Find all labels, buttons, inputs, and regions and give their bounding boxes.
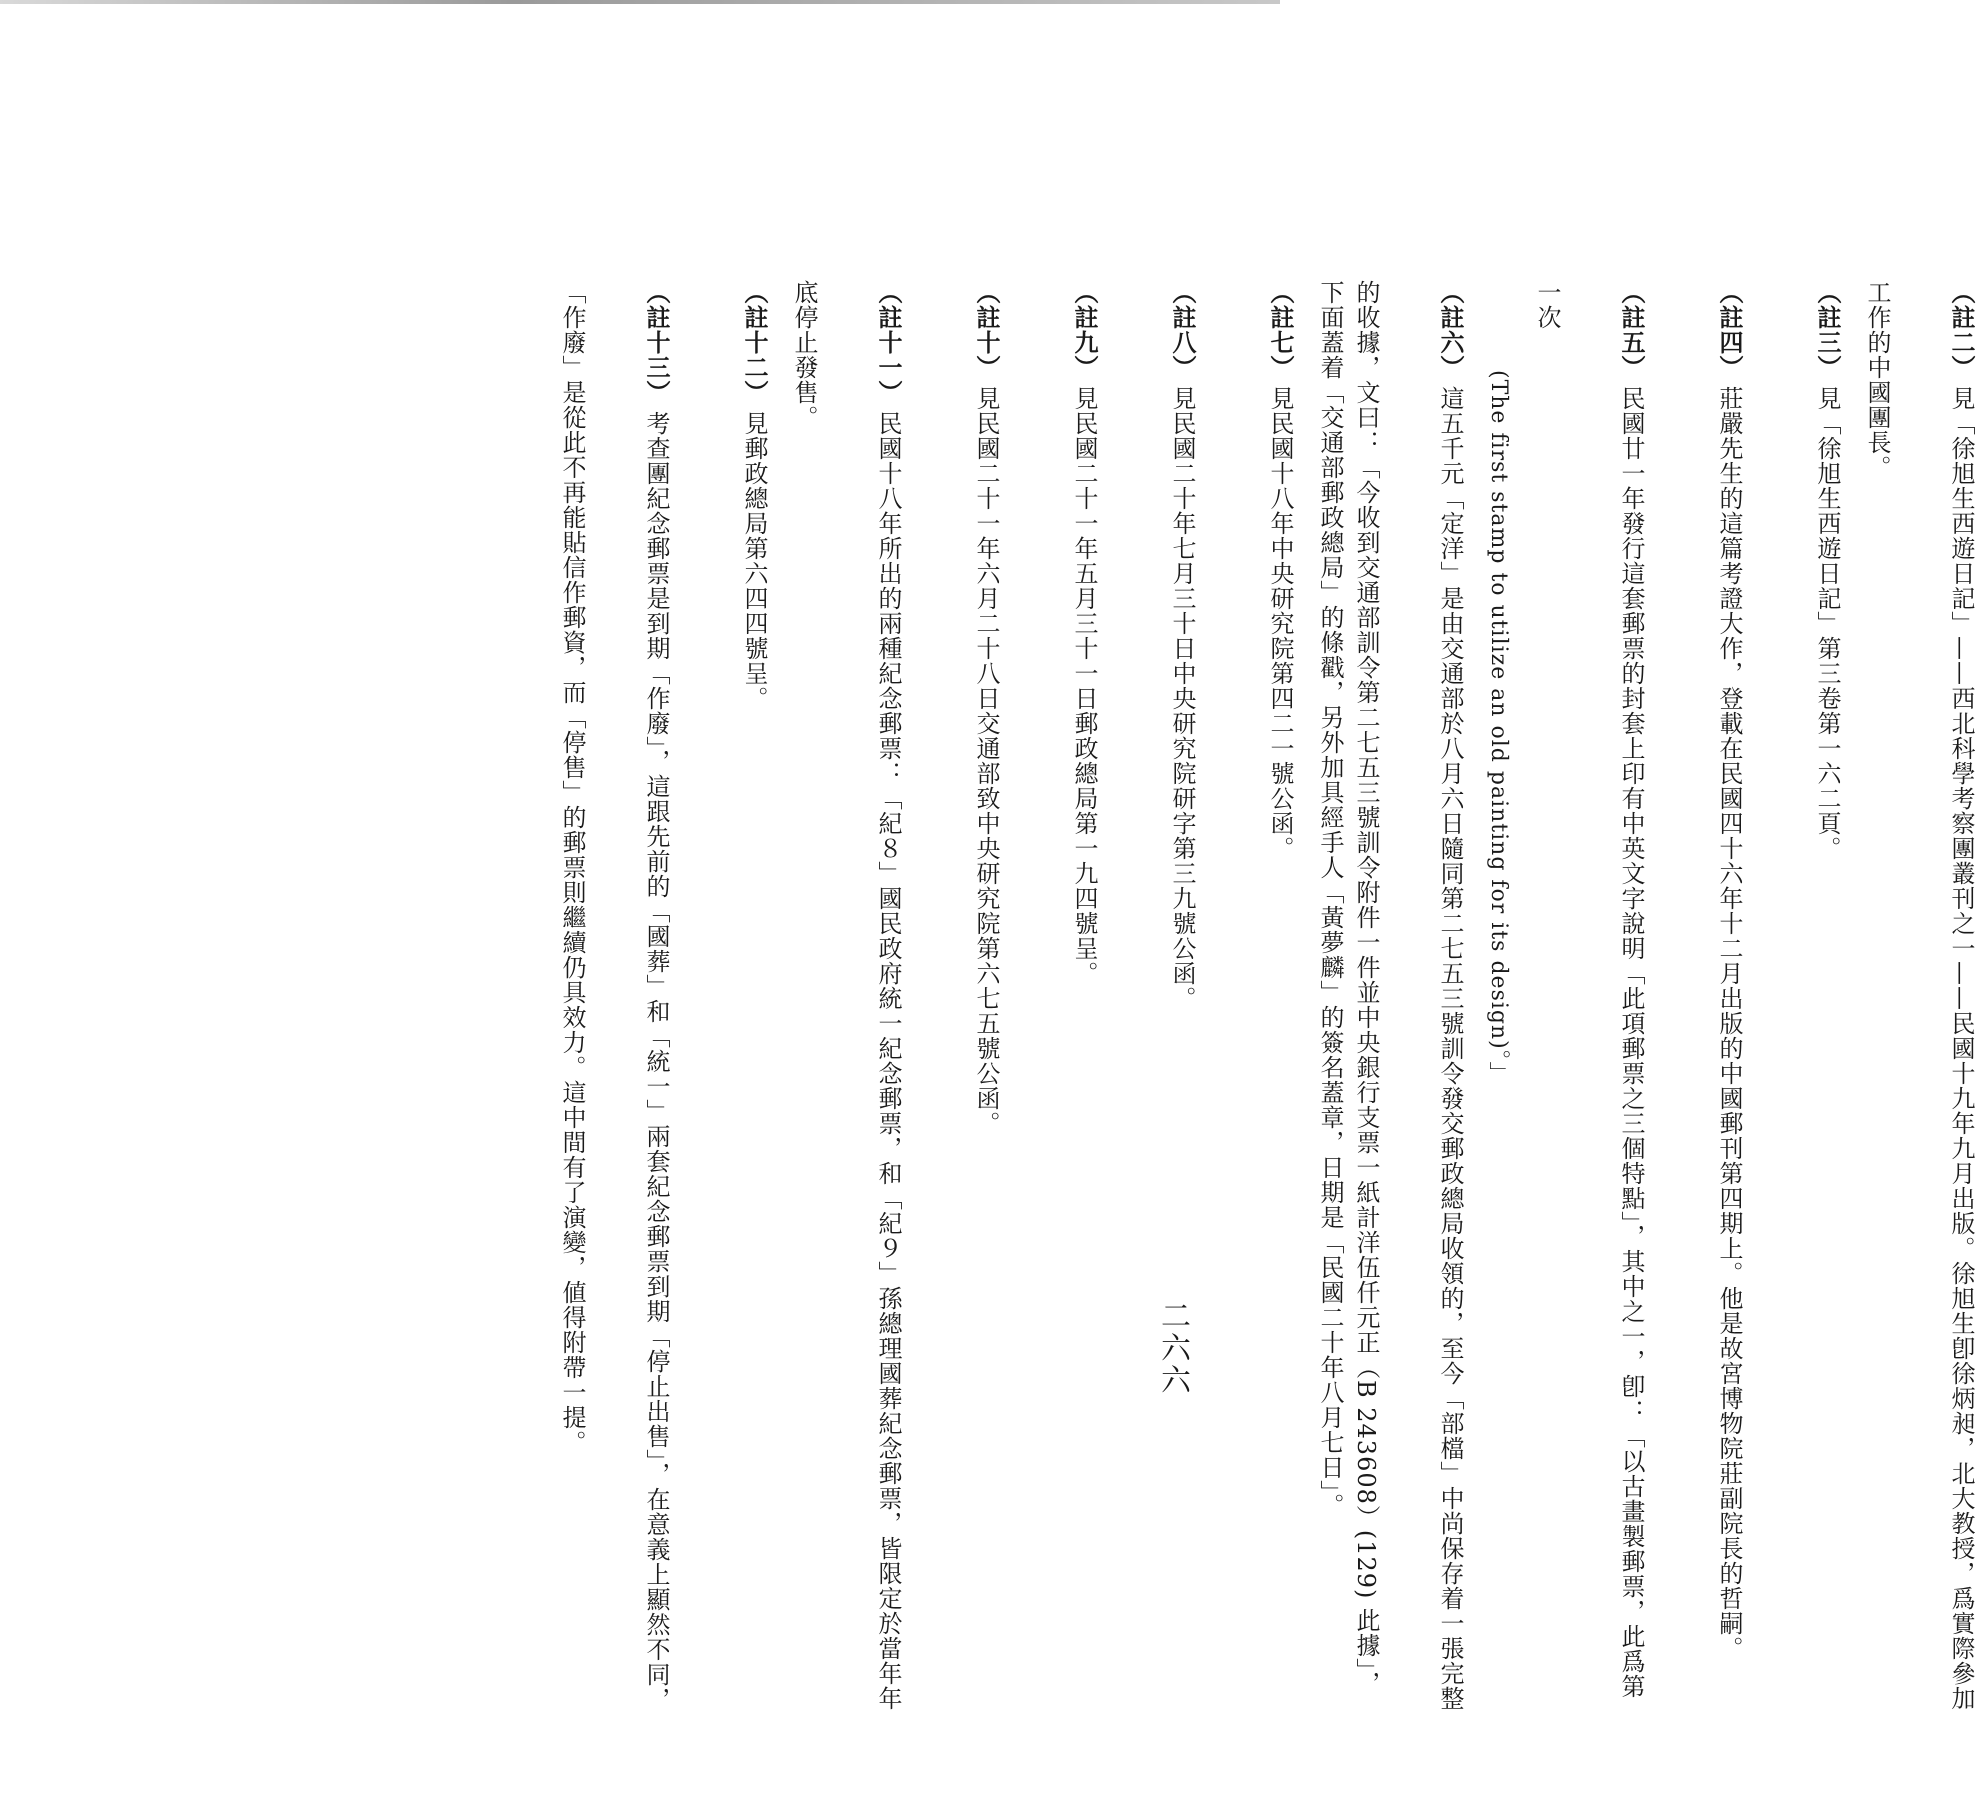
- footnote-text: 民國十八年所出的兩種紀念郵票：「紀８」國民政府統一紀念郵票，和「紀９」孫總理國葬紀念郵票，皆限定於當年年底停止發售。: [790, 280, 902, 1711]
- footnote-text: 莊嚴先生的這篇考證大作，登載在民國四十六年十二月出版的中國郵刊第四期上。他是故宮博物院莊副院長的哲嗣。: [1715, 386, 1743, 1661]
- footnote-5: [1529, 280, 1649, 1720]
- footnote-label: （註六）: [1436, 280, 1465, 380]
- footnote-label: （註十）: [972, 280, 1001, 380]
- footnote-6: [1312, 280, 1468, 1720]
- footnote-10: [920, 280, 1004, 1720]
- footnote-label: （註八）: [1168, 280, 1197, 380]
- footnote-9: [1018, 280, 1102, 1720]
- footnote-text: 見民國二十一年六月二十八日交通部致中央研究院第六七五號公函。: [972, 386, 1000, 1136]
- footnote-label: （註十三）: [642, 280, 671, 405]
- footnote-label: （註三）: [1813, 280, 1842, 380]
- footnote-3: [1761, 280, 1845, 1720]
- footnote-label: （註十一）: [874, 280, 903, 405]
- footnote-11: [786, 280, 906, 1720]
- footnote-text: 考查團紀念郵票是到期「作廢」，這跟先前的「國葬」和「統一」兩套紀念郵票到期「停止出售」，在意義上顯然不同，「作廢」是從此不再能貼信作郵資，而「停售」的郵票則繼續仍具效力。這中間有了演變，値得附帶一提。: [558, 280, 670, 1712]
- footnotes-column-block: [540, 280, 1979, 1720]
- footnote-13: [554, 280, 674, 1720]
- footnote-7: [1214, 280, 1298, 1720]
- footnote-label: （註九）: [1070, 280, 1099, 380]
- footnote-text: 見「徐旭生西遊日記」——西北科學考察團叢刊之一——民國十九年九月出版。徐旭生卽徐炳昶，北大教授，爲實際參加工作的中國團長。: [1863, 280, 1975, 1711]
- footnote-12: [688, 280, 772, 1720]
- footnote-label: （註五）: [1617, 280, 1646, 380]
- footnote-text: 這五千元「定洋」是由交通部於八月六日隨同第二七五三號訓令發交郵政總局收領的，至今「部檔」中尚保存着一張完整的收據，文曰：「今收到交通部訓令第二七五三號訓令附件一件並中央銀行支票一紙計洋伍仟元正（B 243608）(129) 此據」，下面蓋着「交通部郵政總局」的條戳，另外加具經手人「黃夢麟」的簽名蓋章，日期是「民國二十年八月七日」。: [1316, 280, 1464, 1711]
- footnote-text: 見民國二十一年五月三十一日郵政總局第一九四號呈。: [1070, 386, 1098, 986]
- footnote-text: 見郵政總局第六四四號呈。: [740, 411, 768, 711]
- footnote-text: 見民國十八年中央研究院第四二一號公函。: [1266, 386, 1294, 861]
- footnote-label: （註四）: [1715, 280, 1744, 380]
- footnote-2: [1859, 280, 1979, 1720]
- scan-top-edge: [0, 0, 1280, 4]
- footnote-text: 民國廿一年發行這套郵票的封套上印有中英文字說明「此項郵票之三個特點」，其中之一，卽：「以古畫製郵票，此爲第一次: [1533, 280, 1645, 1699]
- footnote-label: （註七）: [1266, 280, 1295, 380]
- footnote-label: （註二）: [1947, 280, 1976, 380]
- footnote-text: 見「徐旭生西遊日記」第三卷第一六二頁。: [1813, 386, 1841, 861]
- footnote-4: [1663, 280, 1747, 1720]
- footnote-label: （註十二）: [740, 280, 769, 405]
- page-number: 二六六: [1155, 1300, 1190, 1396]
- footnote-5-english-line: (The first stamp to utilize an old painting for its design)。」: [1486, 370, 1511, 1085]
- footnote-text: 見民國二十年七月三十日中央研究院研字第三九號公函。: [1168, 386, 1196, 1011]
- footnote-8: [1116, 280, 1200, 1720]
